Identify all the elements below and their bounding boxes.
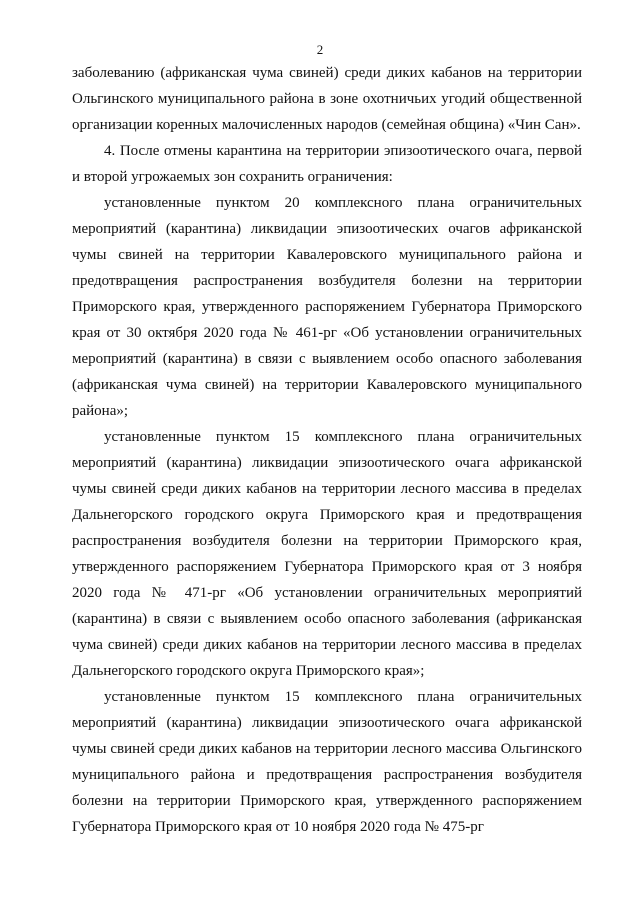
paragraph-item-4: 4. После отмены карантина на территории эпизоотического очага, первой и второй угрожаемых зон сохранить ограничения: [72,143,582,185]
page-number: 2 [316,42,324,57]
paragraph-restriction-1: установленные пунктом 20 комплексного плана ограничительных мероприятий (карантина) ликвидации эпизоотических очагов африканской чумы свиней на территории Кавалеровского муниципального района и предотвращения распространения возбудителя болезни на территории Приморского края, утвержденного распоряжением Губернатора Приморского края от 30 октября 2020 года № 461-рг «Об установлении ограничительных мероприятий (карантина) в связи с выявлением особо опасного заболевания (африканская чума свиней) на территории Кавалеровского муниципального района»; [72,195,582,419]
paragraph-restriction-3: установленные пунктом 15 комплексного плана ограничительных мероприятий (карантина) ликвидации эпизоотического очага африканской чумы свиней среди диких кабанов на территории лесного массива Ольгинского муниципального района и предотвращения распространения возбудителя болезни на территории Приморского края, утвержденного распоряжением Губернатора Приморского края от 10 ноября 2020 года № 475-рг [72,689,582,835]
paragraph-continuation: заболеванию (африканская чума свиней) среди диких кабанов на территории Ольгинского муниципального района в зоне охотничьих угодий общественной организации коренных малочисленных народов (семейная община) «Чин Сан». [72,65,582,133]
paragraph-restriction-2: установленные пунктом 15 комплексного плана ограничительных мероприятий (карантина) ликвидации эпизоотического очага африканской чумы свиней среди диких кабанов на территории лесного массива в пределах Дальнегорского городского округа Приморского края и предотвращения распространения возбудителя болезни на территории Приморского края, утвержденного распоряжением Губернатора Приморского края от 3 ноября 2020 года № 471-рг «Об установлении ограничительных мероприятий (карантина) в связи с выявлением особо опасного заболевания (африканская чума свиней) среди диких кабанов на территории лесного массива в пределах Дальнегорского городского округа Приморского края»; [72,429,582,679]
document-body [72,60,582,840]
